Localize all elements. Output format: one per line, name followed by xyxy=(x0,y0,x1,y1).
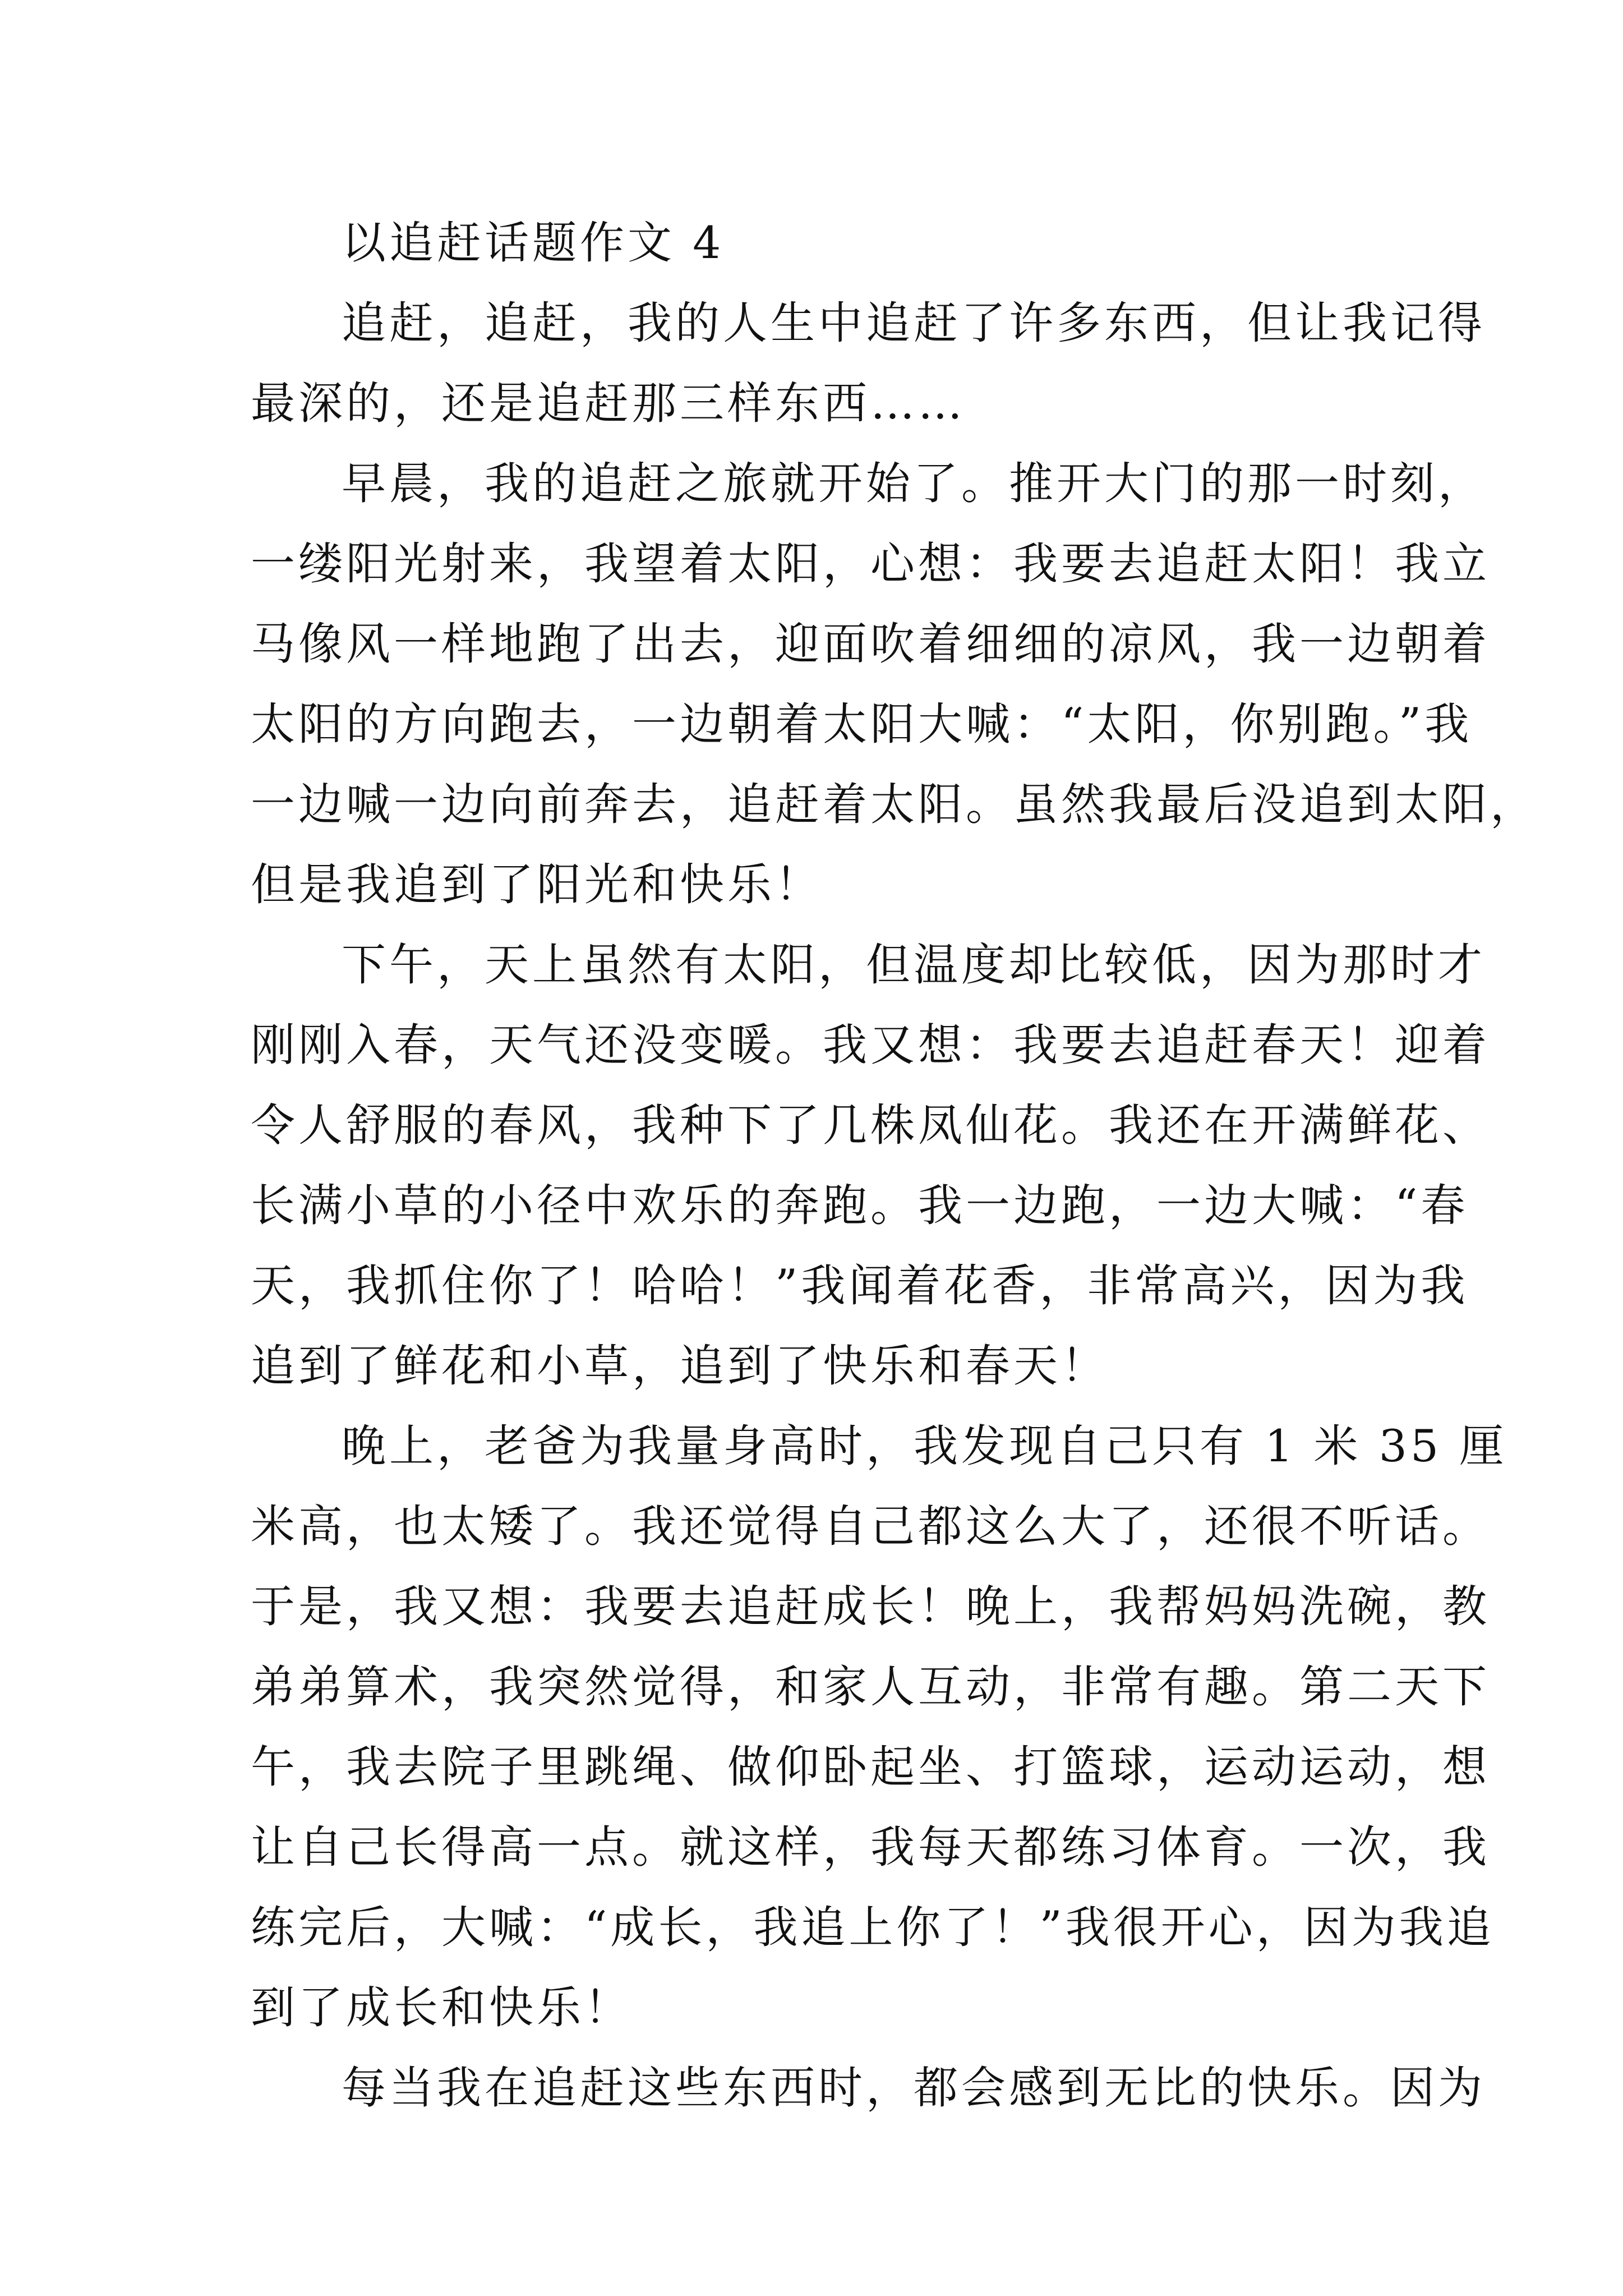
paragraph-4-line-8: 到了成长和快乐！ xyxy=(251,1982,632,2033)
paragraph-2-line-2: 一缕阳光射来，我望着太阳，心想：我要去追赶太阳！我立 xyxy=(251,538,1490,590)
paragraph-3-line-2: 刚刚入春，天气还没变暖。我又想：我要去追赶春天！迎着 xyxy=(251,1019,1490,1071)
paragraph-1-line-2: 最深的，还是追赶那三样东西…… xyxy=(251,378,966,429)
paragraph-2-line-3: 马像风一样地跑了出去，迎面吹着细细的凉风，我一边朝着 xyxy=(251,618,1490,670)
paragraph-2-line-4: 太阳的方向跑去，一边朝着太阳大喊：“太阳，你别跑。”我 xyxy=(251,698,1473,750)
paragraph-4-line-6: 让自己长得高一点。就这样，我每天都练习体育。一次，我 xyxy=(251,1821,1490,1873)
paragraph-3-line-5: 天，我抓住你了！哈哈！”我闻着花香，非常高兴，因为我 xyxy=(251,1260,1469,1312)
paragraph-3-line-6: 追到了鲜花和小草，追到了快乐和春天！ xyxy=(251,1340,1109,1392)
paragraph-3-line-4: 长满小草的小径中欢乐的奔跑。我一边跑，一边大喊：“春 xyxy=(251,1180,1469,1231)
paragraph-5-line-1: 每当我在追赶这些东西时，都会感到无比的快乐。因为 xyxy=(342,2062,1486,2114)
paragraph-2-line-5: 一边喊一边向前奔去，追赶着太阳。虽然我最后没追到太阳， xyxy=(251,779,1538,830)
paragraph-3-line-3: 令人舒服的春风，我种下了几株凤仙花。我还在开满鲜花、 xyxy=(251,1099,1490,1151)
paragraph-1-line-1: 追赶，追赶，我的人生中追赶了许多东西，但让我记得 xyxy=(342,297,1486,349)
essay-body xyxy=(251,203,1538,2128)
paragraph-2-line-6: 但是我追到了阳光和快乐！ xyxy=(251,859,823,910)
essay-title: 以追赶话题作文 4 xyxy=(342,217,725,269)
paragraph-4-line-2: 米高，也太矮了。我还觉得自己都这么大了，还很不听话。 xyxy=(251,1501,1490,1552)
paragraph-4-line-7: 练完后，大喊：“成长，我追上你了！”我很开心，因为我追 xyxy=(251,1902,1495,1953)
paragraph-4-line-5: 午，我去院子里跳绳、做仰卧起坐、打篮球，运动运动，想 xyxy=(251,1741,1490,1793)
paragraph-4-line-3: 于是，我又想：我要去追赶成长！晚上，我帮妈妈洗碗，教 xyxy=(251,1581,1490,1632)
paragraph-4-line-4: 弟弟算术，我突然觉得，和家人互动，非常有趣。第二天下 xyxy=(251,1661,1490,1713)
paragraph-3-line-1: 下午，天上虽然有太阳，但温度却比较低，因为那时才 xyxy=(342,939,1486,991)
paragraph-2-line-1: 早晨，我的追赶之旅就开始了。推开大门的那一时刻， xyxy=(342,458,1486,509)
paragraph-4-line-1: 晚上，老爸为我量身高时，我发现自己只有 1 米 35 厘 xyxy=(342,1420,1507,1472)
